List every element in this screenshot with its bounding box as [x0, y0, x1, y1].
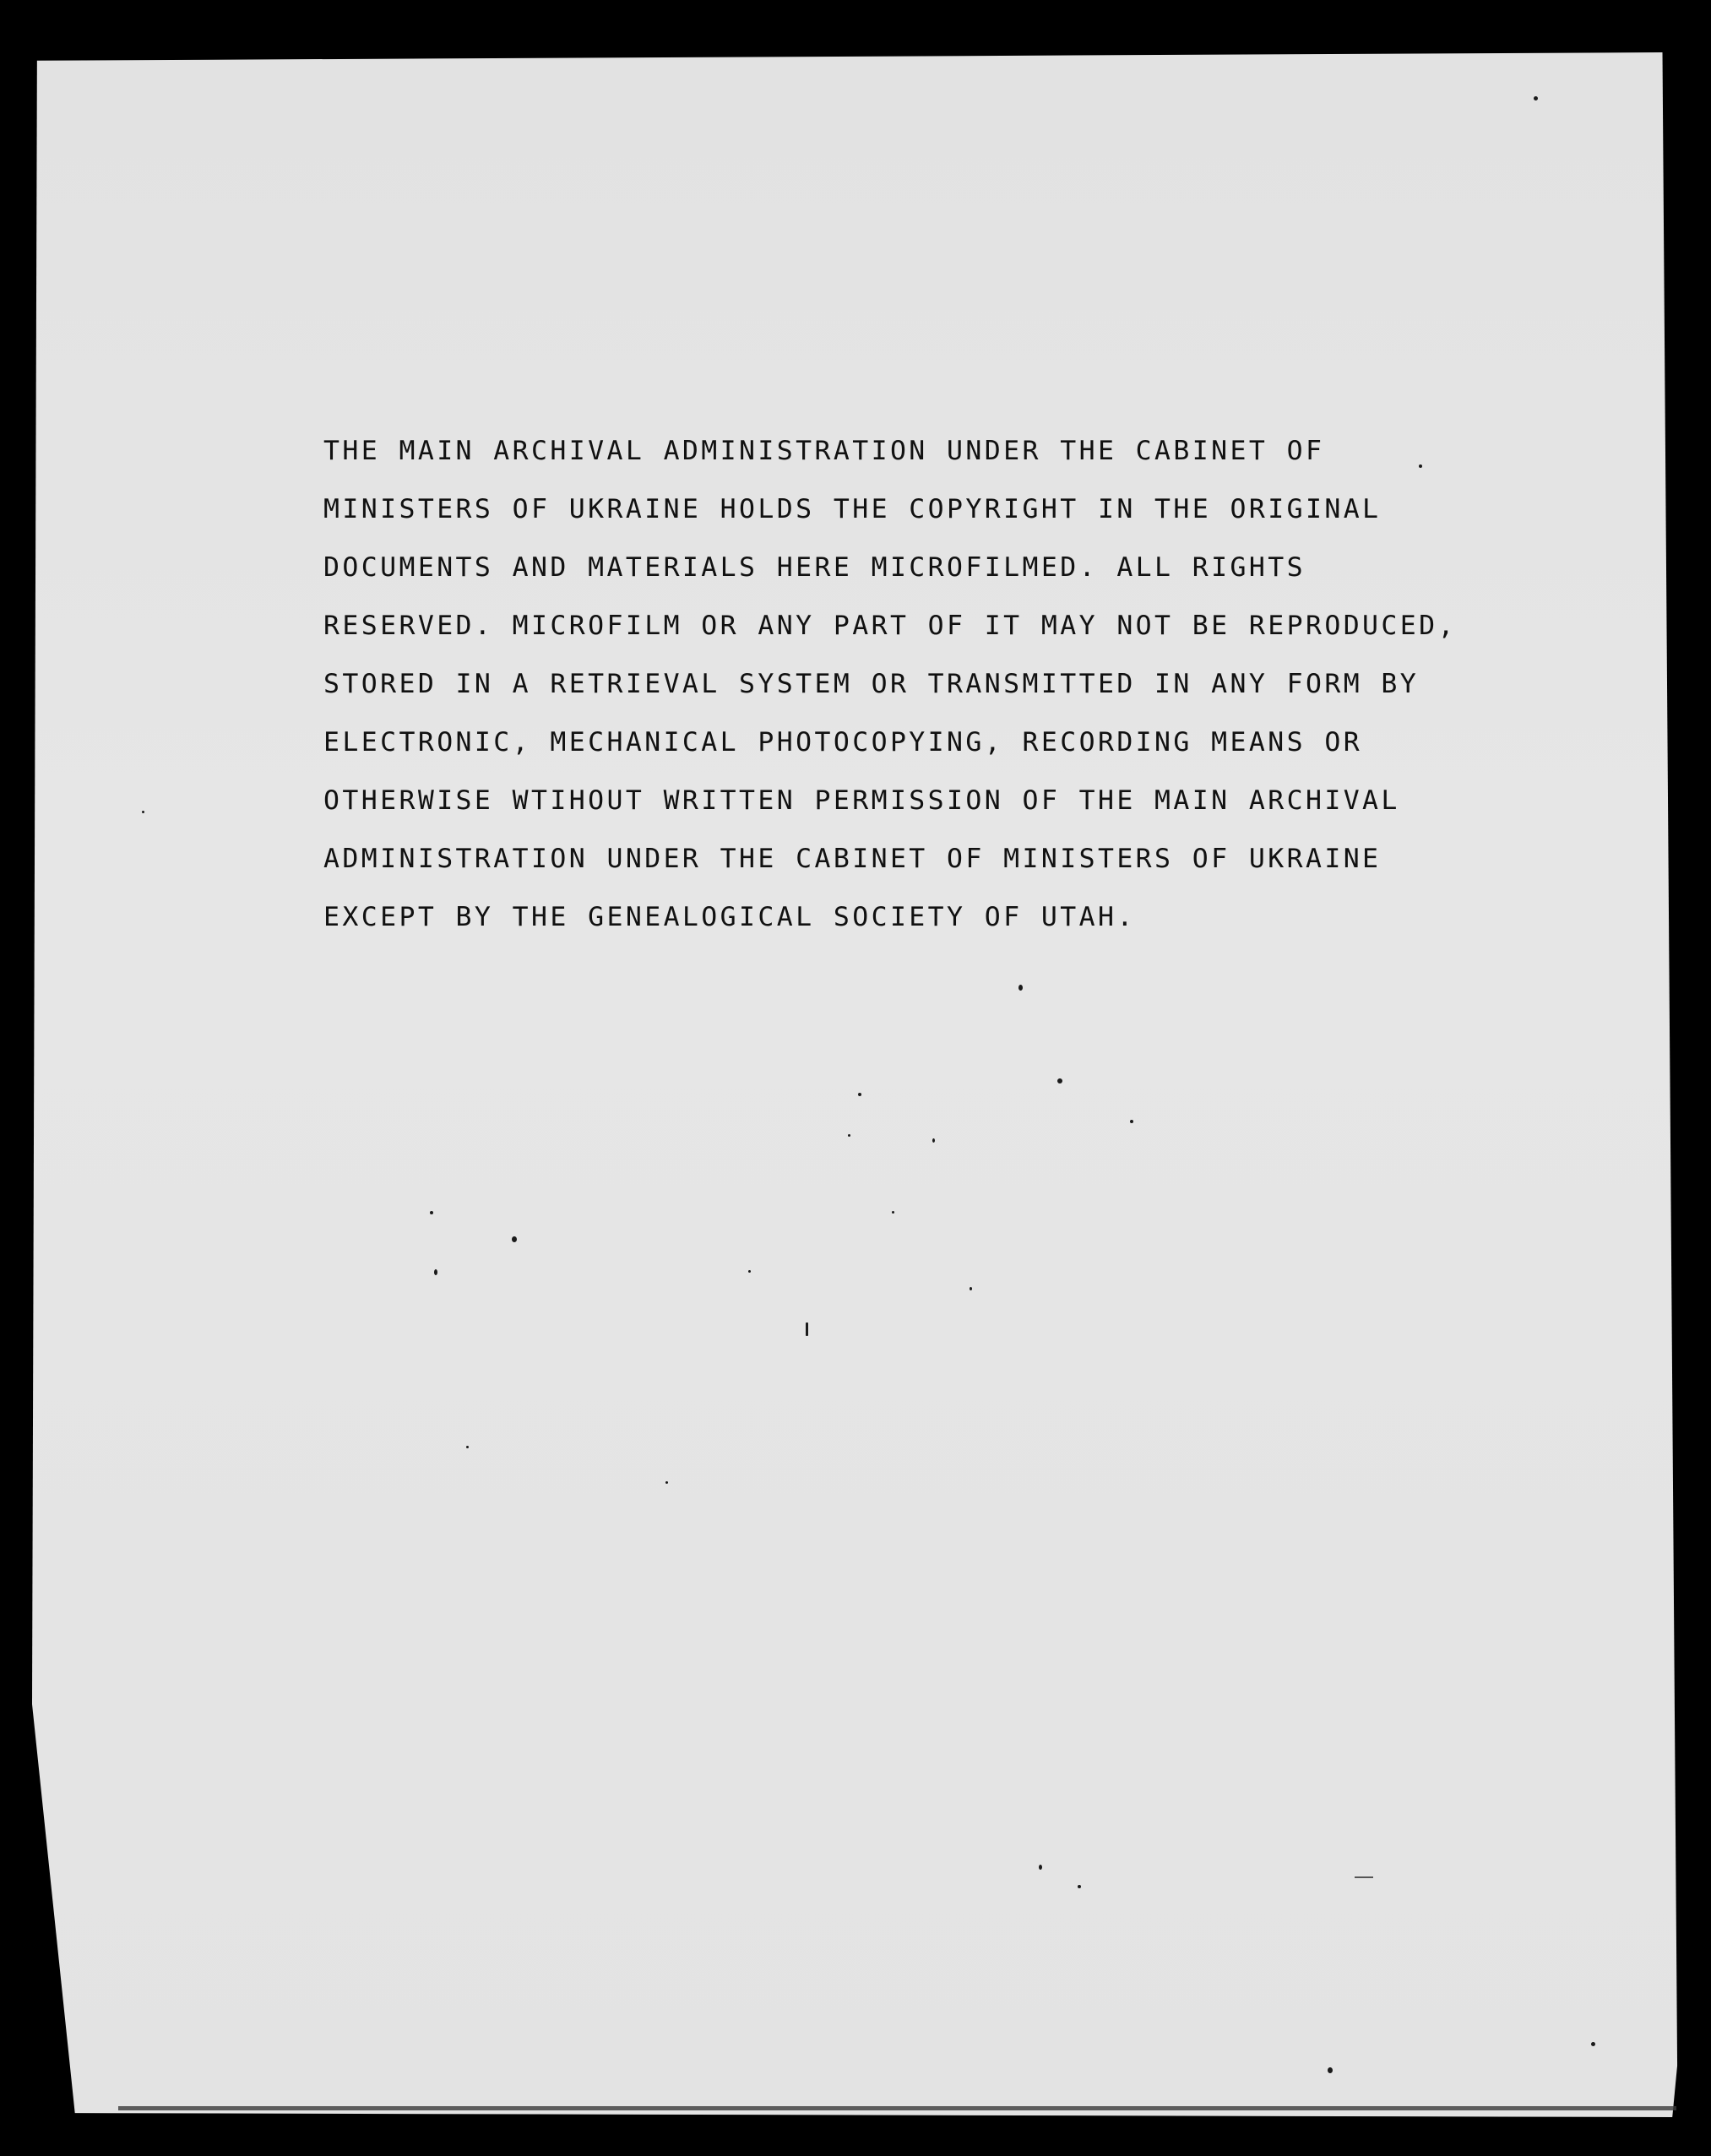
dust-speck — [512, 1236, 517, 1242]
dust-speck — [142, 811, 144, 813]
dust-speck — [848, 1134, 850, 1137]
dust-speck — [1534, 96, 1538, 100]
dust-speck — [1328, 2067, 1333, 2073]
notice-line: OTHERWISE WTIHOUT WRITTEN PERMISSION OF THE MAIN ARCHIVAL — [323, 785, 1400, 816]
dust-speck — [1039, 1865, 1042, 1870]
dust-speck — [1018, 985, 1023, 991]
dust-speck — [970, 1287, 972, 1290]
dust-speck — [434, 1269, 437, 1275]
copyright-notice — [323, 422, 1489, 947]
dust-speck — [1419, 464, 1422, 468]
dust-speck — [1130, 1120, 1133, 1123]
dust-speck — [1591, 2042, 1595, 2046]
notice-line: RESERVED. MICROFILM OR ANY PART OF IT MAY NOT BE REPRODUCED, — [323, 611, 1457, 641]
dust-speck — [858, 1093, 861, 1096]
paper-sheet — [32, 52, 1679, 2117]
dust-speck — [466, 1446, 469, 1448]
notice-line: THE MAIN ARCHIVAL ADMINISTRATION UNDER THE CABINET OF — [323, 436, 1325, 466]
notice-line: EXCEPT BY THE GENEALOGICAL SOCIETY OF UTAH. — [323, 902, 1136, 932]
notice-line: ELECTRONIC, MECHANICAL PHOTOCOPYING, RECORDING MEANS OR — [323, 727, 1363, 758]
notice-line: ADMINISTRATION UNDER THE CABINET OF MINISTERS OF UKRAINE — [323, 844, 1382, 874]
dust-speck — [1355, 1876, 1373, 1878]
dust-speck — [1057, 1078, 1062, 1083]
notice-line: DOCUMENTS AND MATERIALS HERE MICROFILMED. ALL RIGHTS — [323, 552, 1306, 583]
dust-speck — [806, 1322, 808, 1336]
dust-speck — [932, 1138, 935, 1143]
dust-speck — [892, 1211, 894, 1214]
dust-speck — [748, 1270, 751, 1273]
notice-line: MINISTERS OF UKRAINE HOLDS THE COPYRIGHT IN THE ORIGINAL — [323, 494, 1382, 524]
dust-speck — [665, 1481, 668, 1484]
dust-speck — [430, 1211, 433, 1214]
notice-line: STORED IN A RETRIEVAL SYSTEM OR TRANSMITTED IN ANY FORM BY — [323, 669, 1420, 699]
dust-speck — [1078, 1885, 1081, 1888]
sheet-bottom-edge — [118, 2106, 1676, 2110]
